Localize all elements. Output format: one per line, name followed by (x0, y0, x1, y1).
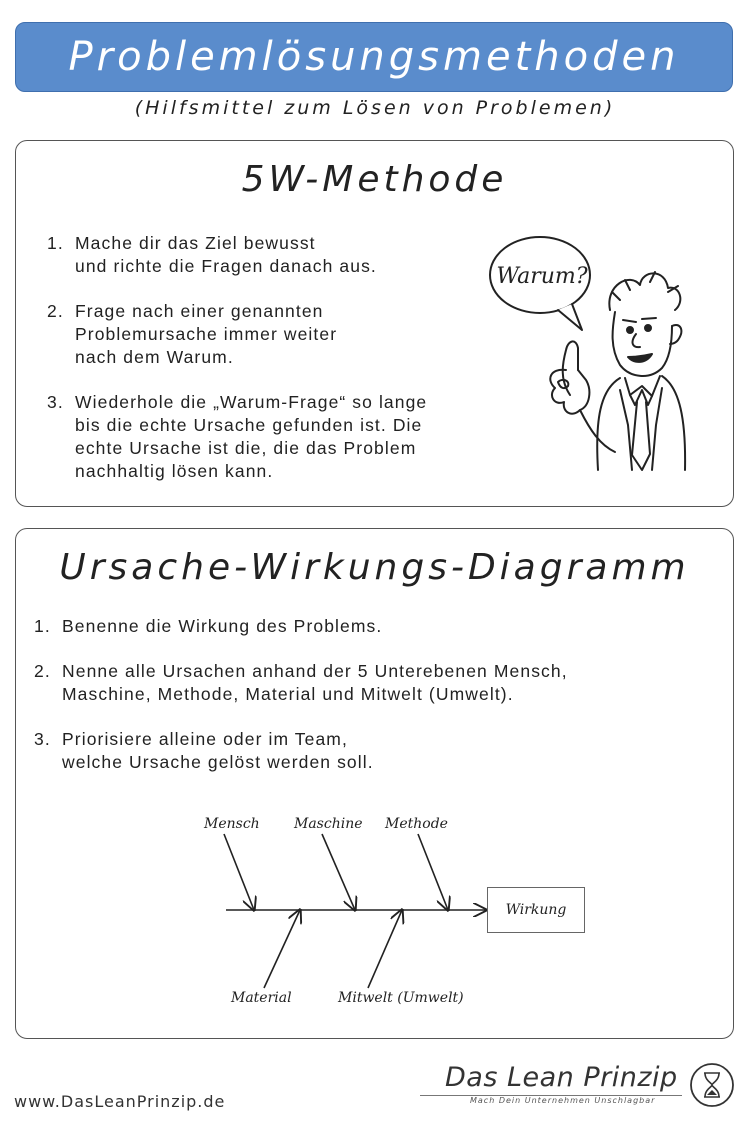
effect-label: Wirkung (505, 902, 567, 918)
list-item: 2. Nenne alle Ursachen anhand der 5 Unterebenen Mensch, Maschine, Methode, Material und Mitwelt (Umwelt). (34, 661, 568, 704)
footer-url[interactable]: www.DasLeanPrinzip.de (14, 1092, 226, 1111)
cause-effect-heading: Ursache-Wirkungs-Diagramm (59, 547, 690, 588)
page-title: Problemlösungsmethoden (68, 34, 680, 80)
list-item: 1. Mache dir das Ziel bewusst und richte die Fragen danach aus. (47, 233, 377, 276)
cause-label-maschine: Maschine (294, 816, 363, 832)
cause-label-mitwelt: Mitwelt (Umwelt) (338, 990, 464, 1006)
list-item: 1. Benenne die Wirkung des Problems. (34, 616, 383, 636)
bone-material (264, 910, 300, 988)
bone-maschine (322, 834, 355, 910)
bone-mitwelt (368, 910, 402, 988)
hourglass-logo-icon (689, 1062, 735, 1108)
list-item: 2. Frage nach einer genannten Problemursache immer weiter nach dem Warum. (47, 301, 338, 367)
brand-tagline: Mach Dein Unternehmen Unschlagbar (470, 1096, 656, 1105)
speech-bubble-text: Warum? (496, 264, 588, 289)
cause-label-material: Material (231, 990, 292, 1006)
page-subtitle: (Hilfsmittel zum Lösen von Problemen) (134, 97, 616, 119)
list-item: 3. Priorisiere alleine oder im Team, welche Ursache gelöst werden soll. (34, 729, 374, 772)
cause-label-methode: Methode (385, 816, 448, 832)
bone-mensch (224, 834, 254, 910)
list-item: 3. Wiederhole die „Warum-Frage“ so lange bis die echte Ursache gefunden ist. Die echte Ursache ist die, die das Problem nachhaltig lösen kann. (47, 392, 428, 481)
cause-label-mensch: Mensch (204, 816, 260, 832)
brand-name: Das Lean Prinzip (445, 1062, 678, 1093)
five-w-heading: 5W-Methode (241, 159, 508, 200)
bone-methode (418, 834, 448, 910)
effect-box (487, 887, 585, 933)
